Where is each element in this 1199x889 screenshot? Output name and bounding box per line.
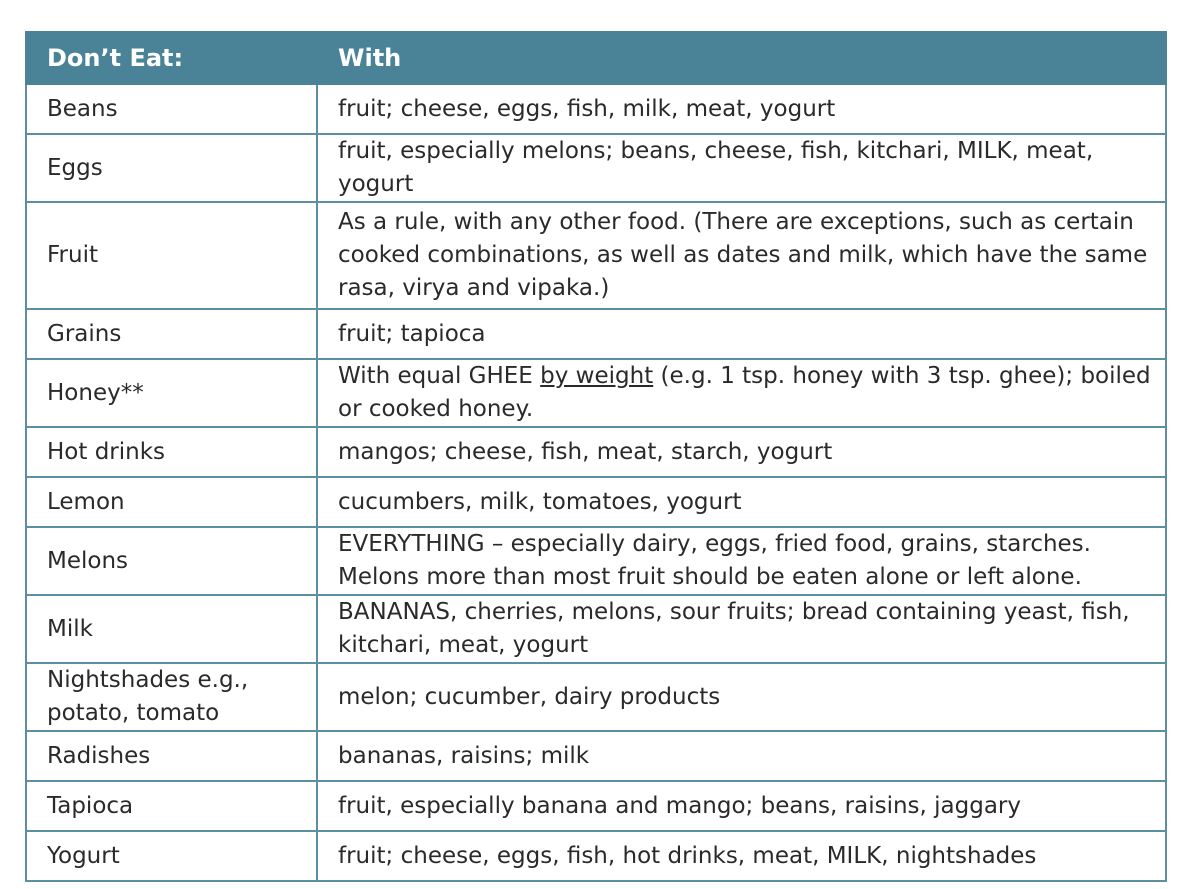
with-text-pre: With equal GHEE xyxy=(338,363,541,389)
table-row xyxy=(26,527,1166,595)
table-row xyxy=(26,202,1166,309)
food-cell: Tapioca xyxy=(26,781,317,831)
header-with: With xyxy=(317,32,1166,84)
table-row xyxy=(26,831,1166,881)
food-combining-table xyxy=(25,31,1167,882)
food-cell: Honey** xyxy=(26,359,317,427)
with-cell: melon; cucumber, dairy products xyxy=(317,663,1166,731)
table-row xyxy=(26,663,1166,731)
with-cell: fruit, especially melons; beans, cheese, fish, kitchari, MILK, meat, yogurt xyxy=(317,134,1166,202)
table-row xyxy=(26,84,1166,134)
food-cell: Radishes xyxy=(26,731,317,781)
food-cell: Eggs xyxy=(26,134,317,202)
table-row xyxy=(26,731,1166,781)
food-cell: Milk xyxy=(26,595,317,663)
food-cell: Melons xyxy=(26,527,317,595)
table-row xyxy=(26,309,1166,359)
table-row xyxy=(26,595,1166,663)
with-cell: fruit; cheese, eggs, fish, milk, meat, yogurt xyxy=(317,84,1166,134)
food-cell: Nightshades e.g., potato, tomato xyxy=(26,663,317,731)
with-cell: mangos; cheese, fish, meat, starch, yogurt xyxy=(317,427,1166,477)
food-cell: Lemon xyxy=(26,477,317,527)
table-row xyxy=(26,477,1166,527)
with-cell: fruit, especially banana and mango; beans, raisins, jaggary xyxy=(317,781,1166,831)
food-cell: Grains xyxy=(26,309,317,359)
food-cell: Yogurt xyxy=(26,831,317,881)
with-cell: cucumbers, milk, tomatoes, yogurt xyxy=(317,477,1166,527)
table-row xyxy=(26,781,1166,831)
table-header-row xyxy=(26,32,1166,84)
food-cell: Fruit xyxy=(26,202,317,309)
with-cell: EVERYTHING – especially dairy, eggs, fried food, grains, starches. Melons more than most fruit should be eaten alone or left alone. xyxy=(317,527,1166,595)
header-dont-eat: Don’t Eat: xyxy=(26,32,317,84)
table-row xyxy=(26,134,1166,202)
with-cell: bananas, raisins; milk xyxy=(317,731,1166,781)
with-cell xyxy=(317,359,1166,427)
table-row xyxy=(26,427,1166,477)
food-cell: Hot drinks xyxy=(26,427,317,477)
with-cell: fruit; tapioca xyxy=(317,309,1166,359)
with-cell: BANANAS, cherries, melons, sour fruits; bread containing yeast, fish, kitchari, meat, yogurt xyxy=(317,595,1166,663)
food-combining-table-container xyxy=(25,31,1165,882)
with-cell: fruit; cheese, eggs, fish, hot drinks, meat, MILK, nightshades xyxy=(317,831,1166,881)
food-cell: Beans xyxy=(26,84,317,134)
table-row xyxy=(26,359,1166,427)
with-text-underlined: by weight xyxy=(540,363,654,389)
with-text-post: (e.g. 1 tsp. honey with 3 tsp. ghee); boiled or cooked honey. xyxy=(338,363,1151,422)
with-cell: As a rule, with any other food. (There are exceptions, such as certain cooked combinations, as well as dates and milk, which have the same rasa, virya and vipaka.) xyxy=(317,202,1166,309)
